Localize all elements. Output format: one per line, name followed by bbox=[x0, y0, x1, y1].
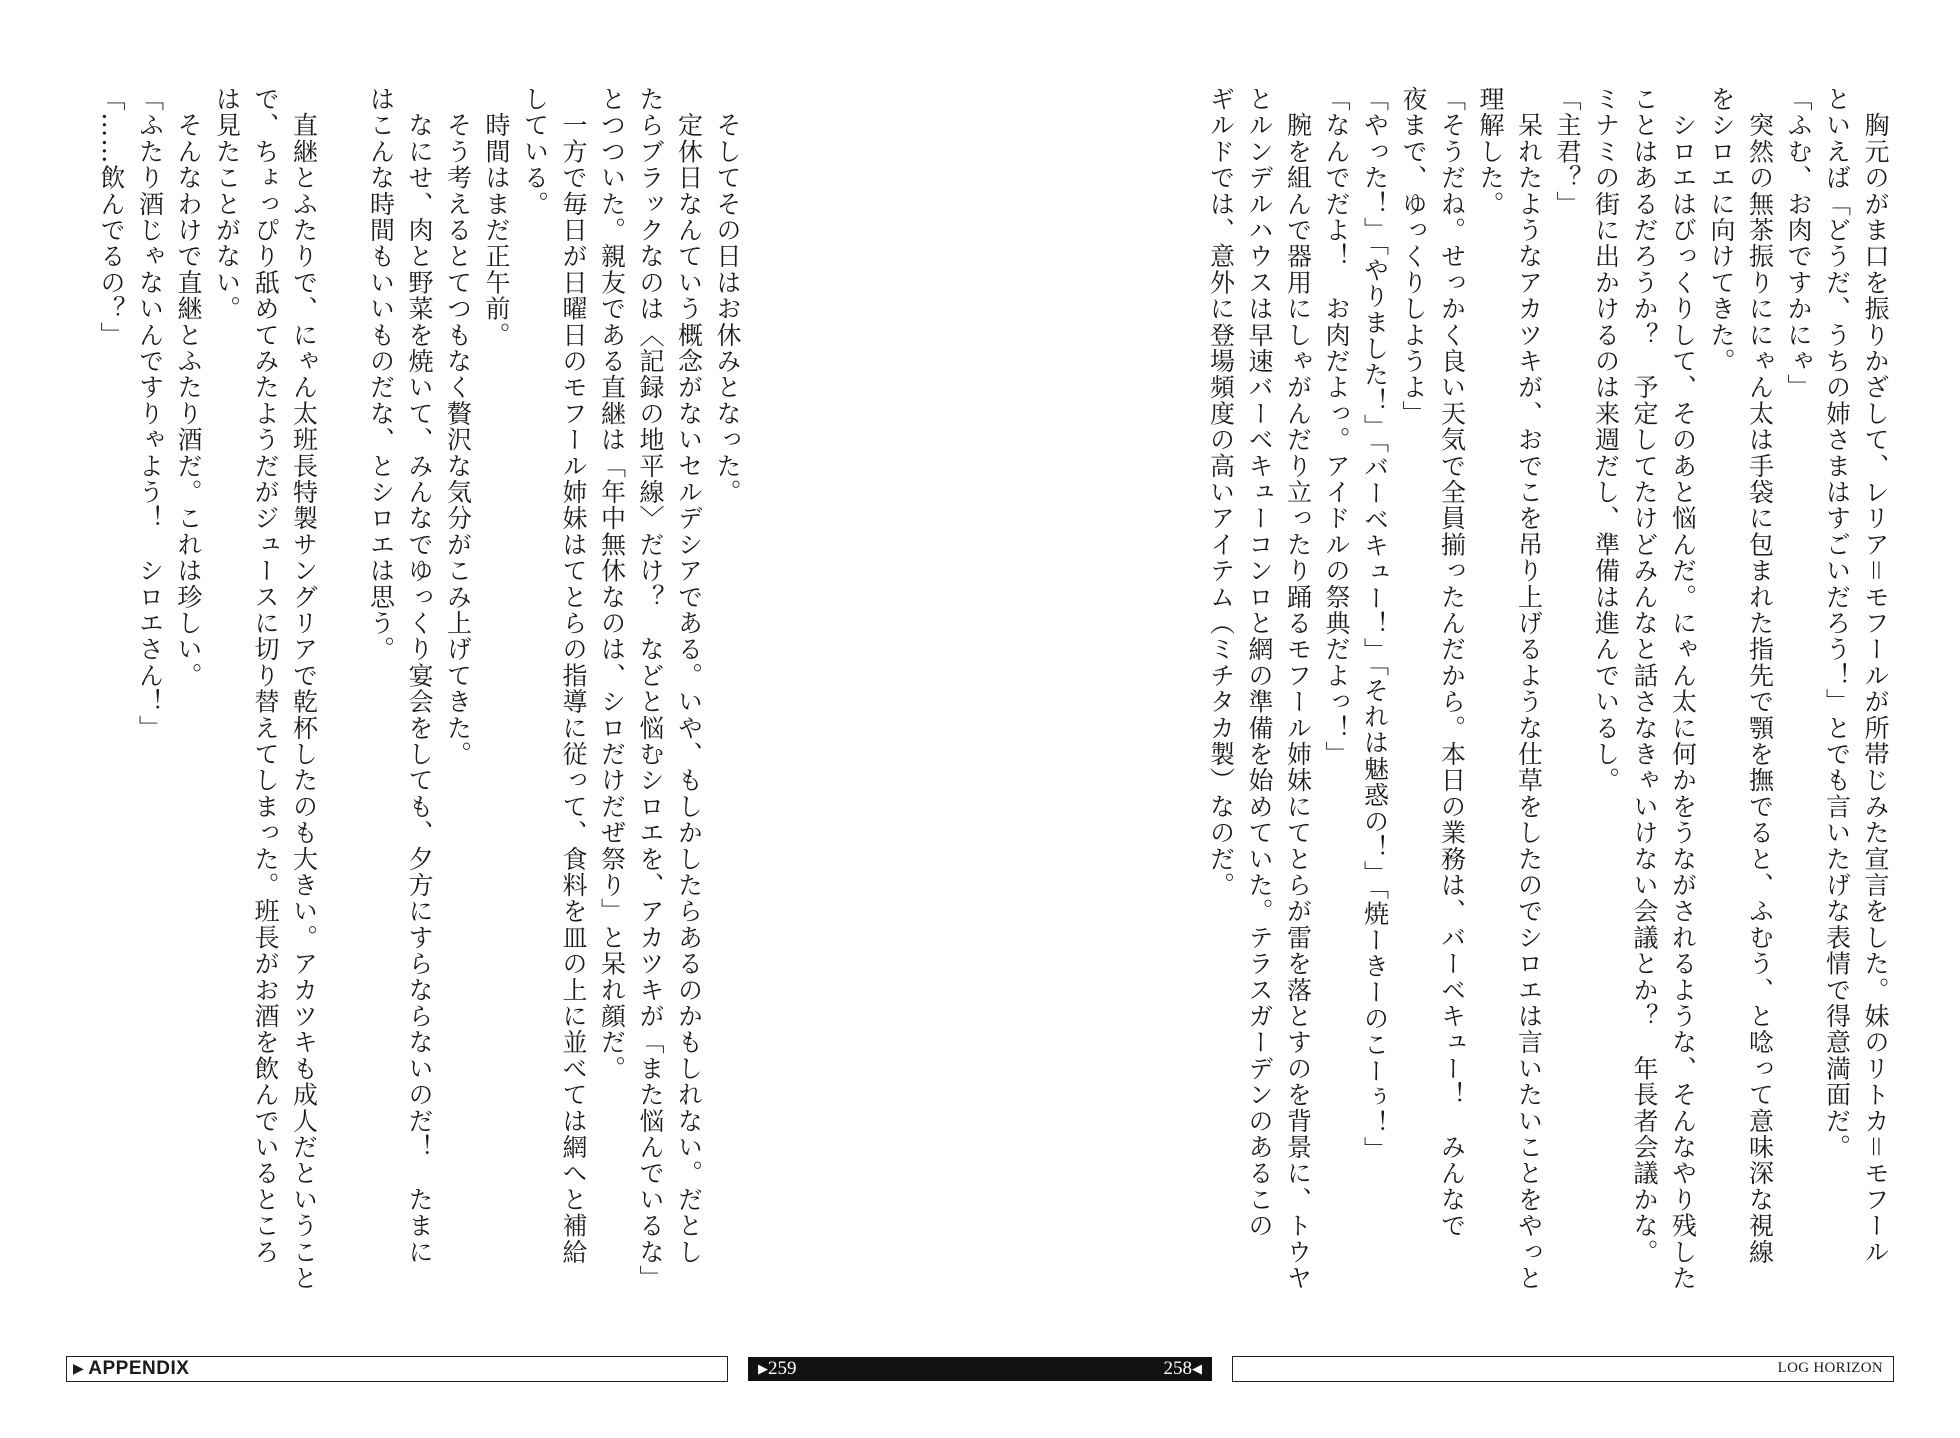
text-line: といえば「どうだ、うちの姉さまはすごいだろう！」とでも言いたげな表情で得意満面だ。 bbox=[1822, 86, 1852, 1161]
text-line: で、ちょっぴり舐めてみたようだがジュースに切り替えてしまった。班長がお酒を飲んでいるところ bbox=[251, 86, 280, 1265]
text-line: は見たことがない。 bbox=[212, 86, 242, 322]
book-title-box bbox=[1232, 1356, 1894, 1382]
text-line: をシロエに向けてきた。 bbox=[1707, 86, 1736, 375]
text-line: シロエはびっくりして、そのあと悩んだ。にゃん太に何かをうながされるような、そんなやり残した bbox=[1668, 86, 1698, 1292]
text-line: 「ふむ、お肉ですかにゃ」 bbox=[1784, 86, 1813, 401]
text-line: 呆れたようなアカツキが、おでこを吊り上げるような仕草をしたのでシロエは言いたいことをやっと bbox=[1514, 86, 1544, 1292]
text-line: 夜まで、ゆっくりしようよ」 bbox=[1399, 86, 1428, 427]
text-line: とつついた。親友である直継は「年中無休なのは、シロだけだぜ祭り」と呆れ顔だ。 bbox=[597, 86, 627, 1082]
text-line: 「主君？」 bbox=[1553, 86, 1582, 217]
text-line: ことはあるだろうか？ 予定してたけどみんなと話さなきゃいけない会議とか？ 年長者会議かな。 bbox=[1630, 86, 1659, 1265]
text-line: そしてその日はお休みとなった。 bbox=[713, 86, 742, 506]
book-title: LOG HORIZON bbox=[1777, 1360, 1883, 1376]
text-line: なにせ、肉と野菜を焼いて、みんなでゆっくり宴会をしても、夕方にすらならないのだ！ たまに bbox=[405, 86, 434, 1265]
right-page bbox=[980, 0, 1960, 1438]
text-line: ギルドでは、意外に登場頻度の高いアイテム（ミチタカ製）なのだ。 bbox=[1206, 86, 1236, 899]
right-page-number bbox=[1164, 1357, 1203, 1381]
section-label-box bbox=[66, 1356, 728, 1382]
text-line: 「……飲んでるの？」 bbox=[97, 86, 126, 348]
text-line: そんなわけで直継とふたり酒だ。これは珍しい。 bbox=[174, 86, 203, 689]
text-line: 定休日なんていう概念がないセルデシアである。いや、もしかしたらあるのかもしれない。だとし bbox=[674, 86, 704, 1265]
triangle-right-icon: ▶ bbox=[73, 1360, 85, 1376]
text-line: はこんな時間もいいものだな、とシロエは思う。 bbox=[366, 86, 396, 663]
text-line: ミナミの街に出かけるのは来週だし、準備は進んでいるし。 bbox=[1591, 86, 1621, 794]
text-line: 突然の無茶振りににゃん太は手袋に包まれた指先で顎を撫でると、ふむう、と唸って意味深な視線 bbox=[1745, 86, 1775, 1265]
left-page-number-text: 259 bbox=[768, 1358, 797, 1379]
triangle-left-icon: ◀ bbox=[1192, 1361, 1202, 1376]
text-line: 「そうだね。せっかく良い天気で全員揃ったんだから。本日の業務は、バーベキュー！ みんなで bbox=[1437, 86, 1467, 1239]
left-page-body bbox=[92, 86, 747, 1292]
text-line: 腕を組んで器用にしゃがんだり立ったり踊るモフール姉妹にてとらが雷を落とすのを背景に、トウヤ bbox=[1283, 86, 1313, 1292]
text-line: たらブラックなのは〈記録の地平線〉だけ？ などと悩むシロエを、アカツキが「また悩んでいるな」 bbox=[636, 86, 665, 1292]
text-line: 一方で毎日が日曜日のモフール姉妹はてとらの指導に従って、食料を皿の上に並べては網へと補給 bbox=[559, 86, 588, 1265]
text-line: そう考えるとてつもなく贅沢な気分がこみ上げてきた。 bbox=[443, 86, 473, 768]
right-page-number-text: 258 bbox=[1163, 1358, 1192, 1379]
text-line: 直継とふたりで、にゃん太班長特製サングリアで乾杯したのも大きい。アカツキも成人だということ bbox=[289, 86, 319, 1292]
text-line: 時間はまだ正午前。 bbox=[482, 86, 511, 348]
text-line: とルンデルハウスは早速バーベキューコンロと網の準備を始めていた。テラスガーデンのあるこの bbox=[1245, 86, 1274, 1239]
text-line: 理解した。 bbox=[1476, 86, 1505, 217]
triangle-right-icon: ▶ bbox=[758, 1361, 768, 1376]
text-line: 「なんでだよ！ お肉だよっ。アイドルの祭典だよっ！」 bbox=[1322, 86, 1351, 768]
right-page-body bbox=[1201, 86, 1894, 1292]
text-line: 「ふたり酒じゃないんですりゃよう！ シロエさん！」 bbox=[135, 86, 165, 741]
folio-bar bbox=[748, 1357, 1212, 1381]
text-line bbox=[323, 86, 362, 1186]
text-line: 「やった！」「やりました！」「バーベキュー！」「それは魅惑の！」「焼ーきーのこーぅ！」 bbox=[1360, 86, 1390, 1163]
text-line: している。 bbox=[520, 86, 550, 217]
text-line: 胸元のがま口を振りかざして、レリア＝モフールが所帯じみた宣言をした。妹のリトカ＝モフール bbox=[1861, 86, 1890, 1265]
section-label: APPENDIX bbox=[88, 1358, 190, 1379]
left-page-number bbox=[758, 1357, 797, 1381]
